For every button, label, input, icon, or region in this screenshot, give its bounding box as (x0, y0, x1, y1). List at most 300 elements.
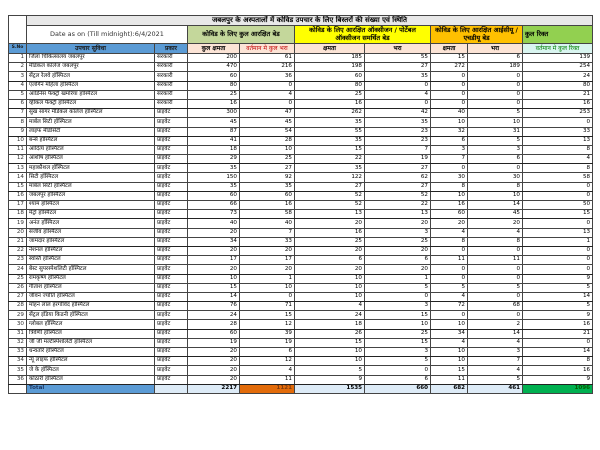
row-current-filled: 40 (240, 219, 295, 228)
row-current-filled: 10 (240, 145, 295, 154)
row-oxy-filled: 0 (365, 99, 431, 108)
row-current-filled: 16 (240, 201, 295, 210)
row-facility-name: लाइफ मेडिसिटी (27, 127, 155, 136)
row-current-filled: 33 (240, 237, 295, 246)
row-oxy-capacity: 4 (295, 302, 365, 311)
table-row (9, 109, 593, 118)
table-row (9, 292, 593, 301)
row-type: प्राइवेट (155, 292, 188, 301)
row-icu-capacity: 20 (431, 219, 468, 228)
corner-cell (9, 16, 27, 26)
row-total-capacity: 20 (188, 366, 240, 375)
row-oxy-capacity: 26 (295, 329, 365, 338)
row-oxy-filled: 22 (365, 201, 431, 210)
row-oxy-filled: 27 (365, 63, 431, 72)
col-type: प्रकार (155, 44, 188, 54)
row-type: प्राइवेट (155, 274, 188, 283)
row-sno: 29 (9, 311, 27, 320)
row-icu-capacity: 15 (431, 366, 468, 375)
row-facility-name: संजीव हॉस्पिटल (27, 228, 155, 237)
table-row (9, 210, 593, 219)
row-current-vacant: 24 (523, 72, 593, 81)
row-type: प्राइवेट (155, 191, 188, 200)
row-icu-capacity: 4 (431, 292, 468, 301)
row-facility-name: श्याम हॉस्पिटल (27, 201, 155, 210)
row-current-filled: 12 (240, 320, 295, 329)
row-icu-filled: 6 (468, 54, 523, 63)
row-type: प्राइवेट (155, 109, 188, 118)
row-type: प्राइवेट (155, 283, 188, 292)
corner-cell-2 (9, 26, 27, 44)
row-icu-filled: 3 (468, 145, 523, 154)
row-current-filled: 17 (240, 256, 295, 265)
row-current-filled: 19 (240, 338, 295, 347)
row-sno: 24 (9, 265, 27, 274)
row-facility-name: जे के हॉस्पिटल (27, 366, 155, 375)
col-icu-filled: भरा (468, 44, 523, 54)
row-current-vacant: 9 (523, 274, 593, 283)
row-type: प्राइवेट (155, 320, 188, 329)
table-row (9, 237, 593, 246)
row-sno: 26 (9, 283, 27, 292)
row-facility-name: रामकृष्ण हॉस्पिटल (27, 274, 155, 283)
row-facility-name: अनंत हॉस्पिटल (27, 219, 155, 228)
row-oxy-filled: 42 (365, 109, 431, 118)
row-icu-capacity: 10 (431, 118, 468, 127)
row-sno: 11 (9, 145, 27, 154)
row-sno: 23 (9, 256, 27, 265)
row-type: प्राइवेट (155, 164, 188, 173)
row-icu-capacity: 272 (431, 63, 468, 72)
row-total-capacity: 60 (188, 72, 240, 81)
row-sno: 28 (9, 302, 27, 311)
row-type: प्राइवेट (155, 145, 188, 154)
table-row (9, 182, 593, 191)
row-icu-capacity: 72 (431, 302, 468, 311)
row-oxy-capacity: 55 (295, 127, 365, 136)
row-oxy-filled: 62 (365, 173, 431, 182)
row-current-vacant: 13 (523, 136, 593, 145)
row-sno: 17 (9, 201, 27, 210)
row-current-vacant: 8 (523, 357, 593, 366)
row-oxy-filled: 5 (365, 357, 431, 366)
table-row (9, 283, 593, 292)
row-type: प्राइवेट (155, 228, 188, 237)
table-row (9, 348, 593, 357)
table-row (9, 155, 593, 164)
row-oxy-filled: 0 (365, 366, 431, 375)
table-row (9, 173, 593, 182)
row-sno: 22 (9, 246, 27, 255)
row-sno: 15 (9, 182, 27, 191)
row-current-filled: 35 (240, 182, 295, 191)
row-current-vacant: 13 (523, 228, 593, 237)
row-facility-name: आशीष हॉस्पिटल (27, 155, 155, 164)
row-oxy-capacity: 20 (295, 246, 365, 255)
table-row (9, 274, 593, 283)
col-oxy-capacity: क्षमता (295, 44, 365, 54)
row-current-vacant: 0 (523, 118, 593, 127)
row-type: प्राइवेट (155, 210, 188, 219)
row-facility-name: जी जी मल्टीस्पेशलिटी हॉस्पिटल (27, 338, 155, 347)
col-total-capacity: कुल क्षमता (188, 44, 240, 54)
row-type: प्राइवेट (155, 219, 188, 228)
table-row (9, 136, 593, 145)
row-oxy-capacity: 10 (295, 292, 365, 301)
row-oxy-capacity: 25 (295, 90, 365, 99)
row-facility-name: सेंट्रल इंडिया किडनी हॉस्पिटल (27, 311, 155, 320)
row-icu-capacity: 0 (431, 90, 468, 99)
row-icu-filled: 14 (468, 329, 523, 338)
title-row (9, 16, 593, 26)
row-current-vacant: 50 (523, 201, 593, 210)
row-total-capacity: 28 (188, 320, 240, 329)
row-icu-capacity: 30 (431, 173, 468, 182)
table-row (9, 375, 593, 384)
row-sno: 10 (9, 136, 27, 145)
row-total-capacity: 35 (188, 182, 240, 191)
total-sno (9, 384, 27, 393)
row-oxy-filled: 20 (365, 246, 431, 255)
row-current-filled: 54 (240, 127, 295, 136)
row-type: प्राइवेट (155, 173, 188, 182)
row-type: सरकारी (155, 54, 188, 63)
row-sno: 2 (9, 63, 27, 72)
row-current-filled: 11 (240, 375, 295, 384)
row-total-capacity: 41 (188, 136, 240, 145)
row-oxy-capacity: 24 (295, 311, 365, 320)
row-oxy-capacity: 16 (295, 228, 365, 237)
row-total-capacity: 14 (188, 292, 240, 301)
row-sno: 21 (9, 237, 27, 246)
row-facility-name: जीवन ज्योति हॉस्पिटल (27, 292, 155, 301)
row-type: प्राइवेट (155, 265, 188, 274)
row-sno: 33 (9, 348, 27, 357)
row-current-filled: 20 (240, 246, 295, 255)
row-oxy-capacity: 35 (295, 136, 365, 145)
row-icu-capacity: 40 (431, 109, 468, 118)
row-type: प्राइवेट (155, 338, 188, 347)
row-oxy-filled: 52 (365, 191, 431, 200)
row-total-capacity: 87 (188, 127, 240, 136)
row-icu-filled: 5 (468, 109, 523, 118)
row-icu-filled: 5 (468, 283, 523, 292)
row-oxy-capacity: 25 (295, 237, 365, 246)
row-icu-filled: 68 (468, 302, 523, 311)
row-icu-capacity: 10 (431, 348, 468, 357)
row-icu-filled: 6 (468, 155, 523, 164)
row-icu-capacity: 0 (431, 99, 468, 108)
row-facility-name: महाकौशल हॉस्पिटल (27, 164, 155, 173)
row-current-filled: 58 (240, 210, 295, 219)
row-oxy-capacity: 5 (295, 366, 365, 375)
row-icu-capacity: 0 (431, 311, 468, 320)
table-row (9, 63, 593, 72)
row-icu-filled: 0 (468, 81, 523, 90)
row-sno: 31 (9, 329, 27, 338)
row-current-vacant: 14 (523, 292, 593, 301)
row-total-capacity: 200 (188, 54, 240, 63)
row-oxy-capacity: 15 (295, 145, 365, 154)
row-icu-capacity: 10 (431, 320, 468, 329)
row-current-filled: 45 (240, 118, 295, 127)
group-header-row (9, 26, 593, 44)
row-icu-filled: 0 (468, 292, 523, 301)
row-total-capacity: 73 (188, 210, 240, 219)
row-current-vacant: 9 (523, 375, 593, 384)
row-oxy-filled: 20 (365, 219, 431, 228)
row-facility-name: सेंट्रल रेलवे हॉस्पिटल (27, 72, 155, 81)
row-current-filled: 36 (240, 72, 295, 81)
row-oxy-filled: 27 (365, 164, 431, 173)
row-icu-filled: 2 (468, 320, 523, 329)
row-oxy-filled: 10 (365, 320, 431, 329)
row-facility-name: मेट्रो हॉस्पिटल (27, 210, 155, 219)
col-current-vacant: वर्तमान मे कुल रिक्त (523, 44, 593, 54)
row-oxy-filled: 25 (365, 329, 431, 338)
row-icu-capacity: 11 (431, 375, 468, 384)
table-row (9, 164, 593, 173)
table-row (9, 311, 593, 320)
row-current-vacant: 254 (523, 63, 593, 72)
row-type: प्राइवेट (155, 136, 188, 145)
row-sno: 34 (9, 357, 27, 366)
row-icu-filled: 10 (468, 118, 523, 127)
group-icu-beds: कोविड के लिए आरक्षित आईसीयू / एचडीयू बेड (431, 26, 523, 44)
row-current-vacant: 253 (523, 109, 593, 118)
row-icu-capacity: 8 (431, 182, 468, 191)
table-row (9, 357, 593, 366)
row-type: सरकारी (155, 99, 188, 108)
row-icu-filled: 0 (468, 246, 523, 255)
total-oxy-filled: 660 (365, 384, 431, 393)
row-facility-name: बेस्ट सुपरस्पेशलिटी हॉस्पिटल (27, 265, 155, 274)
row-current-filled: 92 (240, 173, 295, 182)
row-current-vacant: 139 (523, 54, 593, 63)
row-type: प्राइवेट (155, 329, 188, 338)
row-current-vacant: 5 (523, 302, 593, 311)
row-icu-filled: 45 (468, 210, 523, 219)
row-oxy-filled: 3 (365, 228, 431, 237)
row-type: प्राइवेट (155, 366, 188, 375)
row-icu-capacity: 8 (431, 237, 468, 246)
row-icu-filled: 4 (468, 228, 523, 237)
row-total-capacity: 10 (188, 274, 240, 283)
row-icu-filled: 14 (468, 201, 523, 210)
col-oxy-filled: भरा (365, 44, 431, 54)
row-type: प्राइवेट (155, 182, 188, 191)
row-sno: 30 (9, 320, 27, 329)
row-sno: 3 (9, 72, 27, 81)
row-icu-filled: 31 (468, 127, 523, 136)
row-facility-name: मोहन लाल हरगोविंद हॉस्पिटल (27, 302, 155, 311)
table-row (9, 54, 593, 63)
row-type: सरकारी (155, 90, 188, 99)
row-oxy-capacity: 20 (295, 265, 365, 274)
row-total-capacity: 34 (188, 237, 240, 246)
table-row (9, 81, 593, 90)
row-icu-capacity: 4 (431, 228, 468, 237)
row-current-filled: 61 (240, 54, 295, 63)
row-facility-name: मार्बल सिटी हॉस्पिटल (27, 118, 155, 127)
row-current-vacant: 1 (523, 237, 593, 246)
total-icu-filled: 461 (468, 384, 523, 393)
row-icu-capacity: 34 (431, 329, 468, 338)
row-oxy-capacity: 20 (295, 219, 365, 228)
row-current-filled: 39 (240, 329, 295, 338)
row-icu-filled: 7 (468, 357, 523, 366)
row-current-filled: 60 (240, 191, 295, 200)
row-type: प्राइवेट (155, 302, 188, 311)
row-type: सरकारी (155, 63, 188, 72)
row-current-vacant: 80 (523, 81, 593, 90)
row-current-filled: 4 (240, 366, 295, 375)
date-label: Date as on (Till midnight):6/4/2021 (27, 26, 188, 44)
row-icu-filled: 20 (468, 219, 523, 228)
row-sno: 1 (9, 54, 27, 63)
row-current-vacant: 16 (523, 320, 593, 329)
row-icu-capacity: 16 (431, 201, 468, 210)
row-facility-name: सिटी हॉस्पिटल (27, 173, 155, 182)
row-current-filled: 0 (240, 81, 295, 90)
row-type: प्राइवेट (155, 256, 188, 265)
row-oxy-filled: 6 (365, 375, 431, 384)
row-total-capacity: 24 (188, 311, 240, 320)
table-row (9, 72, 593, 81)
row-total-capacity: 40 (188, 219, 240, 228)
row-facility-name: एलगिन महिला हॉस्पिटल (27, 81, 155, 90)
row-total-capacity: 16 (188, 99, 240, 108)
row-type: प्राइवेट (155, 237, 188, 246)
row-icu-capacity: 0 (431, 164, 468, 173)
row-current-filled: 0 (240, 99, 295, 108)
row-oxy-filled: 19 (365, 155, 431, 164)
row-total-capacity: 60 (188, 191, 240, 200)
row-current-vacant: 8 (523, 145, 593, 154)
row-icu-filled: 0 (468, 311, 523, 320)
row-total-capacity: 20 (188, 357, 240, 366)
row-total-capacity: 20 (188, 228, 240, 237)
row-oxy-capacity: 6 (295, 256, 365, 265)
row-icu-capacity: 11 (431, 256, 468, 265)
row-icu-filled: 0 (468, 164, 523, 173)
row-oxy-filled: 20 (365, 265, 431, 274)
row-facility-name: कोठारी हॉस्पिटल (27, 375, 155, 384)
row-icu-capacity: 0 (431, 81, 468, 90)
row-facility-name: धन्वंतरि हॉस्पिटल (27, 348, 155, 357)
row-oxy-filled: 7 (365, 145, 431, 154)
row-current-vacant: 16 (523, 99, 593, 108)
col-current-filled: वर्तमान मे कुल भरा (240, 44, 295, 54)
row-oxy-capacity: 185 (295, 54, 365, 63)
total-oxy-capacity: 1535 (295, 384, 365, 393)
row-oxy-filled: 15 (365, 311, 431, 320)
row-type: प्राइवेट (155, 357, 188, 366)
table-row (9, 320, 593, 329)
row-facility-name: व्हीकल फैक्ट्री हॉस्पिटल (27, 99, 155, 108)
row-oxy-filled: 0 (365, 81, 431, 90)
row-type: प्राइवेट (155, 246, 188, 255)
row-facility-name: न्यू लाइफ हॉस्पिटल (27, 357, 155, 366)
row-sno: 14 (9, 173, 27, 182)
row-facility-name: मार्बल सिटी हॉस्पिटल (27, 182, 155, 191)
table-row (9, 265, 593, 274)
row-current-vacant: 0 (523, 256, 593, 265)
row-current-filled: 47 (240, 109, 295, 118)
row-current-vacant: 9 (523, 311, 593, 320)
table-row (9, 219, 593, 228)
col-facility: उपचार सुविधा (27, 44, 155, 54)
row-sno: 6 (9, 99, 27, 108)
row-oxy-filled: 23 (365, 136, 431, 145)
row-icu-capacity: 60 (431, 210, 468, 219)
row-sno: 13 (9, 164, 27, 173)
row-icu-capacity: 7 (431, 155, 468, 164)
row-oxy-capacity: 198 (295, 63, 365, 72)
row-icu-filled: 11 (468, 256, 523, 265)
row-type: प्राइवेट (155, 311, 188, 320)
row-total-capacity: 80 (188, 81, 240, 90)
table-row (9, 228, 593, 237)
row-icu-capacity: 0 (431, 274, 468, 283)
row-current-filled: 27 (240, 164, 295, 173)
row-oxy-capacity: 10 (295, 283, 365, 292)
table-row (9, 99, 593, 108)
row-total-capacity: 25 (188, 90, 240, 99)
row-type: सरकारी (155, 81, 188, 90)
row-current-vacant: 0 (523, 191, 593, 200)
total-capacity: 2217 (188, 384, 240, 393)
group-total-vacant: कुल रिक्त (523, 26, 593, 44)
row-total-capacity: 15 (188, 283, 240, 292)
row-current-filled: 6 (240, 348, 295, 357)
row-facility-name: ग्लोबल हॉस्पिटल (27, 320, 155, 329)
row-current-vacant: 4 (523, 155, 593, 164)
table-row (9, 366, 593, 375)
row-current-vacant: 33 (523, 127, 593, 136)
row-icu-filled: 5 (468, 136, 523, 145)
row-total-capacity: 35 (188, 164, 240, 173)
row-facility-name: त्रिवेणी हॉस्पिटल (27, 329, 155, 338)
row-oxy-filled: 5 (365, 283, 431, 292)
table-row (9, 302, 593, 311)
row-oxy-filled: 3 (365, 348, 431, 357)
row-sno: 25 (9, 274, 27, 283)
row-sno: 27 (9, 292, 27, 301)
row-total-capacity: 29 (188, 155, 240, 164)
row-current-filled: 10 (240, 283, 295, 292)
row-sno: 8 (9, 118, 27, 127)
row-current-vacant: 8 (523, 164, 593, 173)
row-icu-filled: 0 (468, 72, 523, 81)
row-current-filled: 71 (240, 302, 295, 311)
row-current-vacant: 16 (523, 366, 593, 375)
table-body (9, 54, 593, 385)
row-icu-capacity: 4 (431, 338, 468, 347)
row-oxy-capacity: 10 (295, 348, 365, 357)
row-icu-capacity: 6 (431, 136, 468, 145)
row-oxy-filled: 0 (365, 292, 431, 301)
row-oxy-capacity: 52 (295, 191, 365, 200)
row-oxy-capacity: 10 (295, 357, 365, 366)
row-current-vacant: 21 (523, 329, 593, 338)
row-icu-filled: 4 (468, 366, 523, 375)
row-icu-capacity: 15 (431, 54, 468, 63)
row-type: प्राइवेट (155, 127, 188, 136)
row-total-capacity: 18 (188, 145, 240, 154)
row-current-vacant: 0 (523, 265, 593, 274)
table-row (9, 90, 593, 99)
